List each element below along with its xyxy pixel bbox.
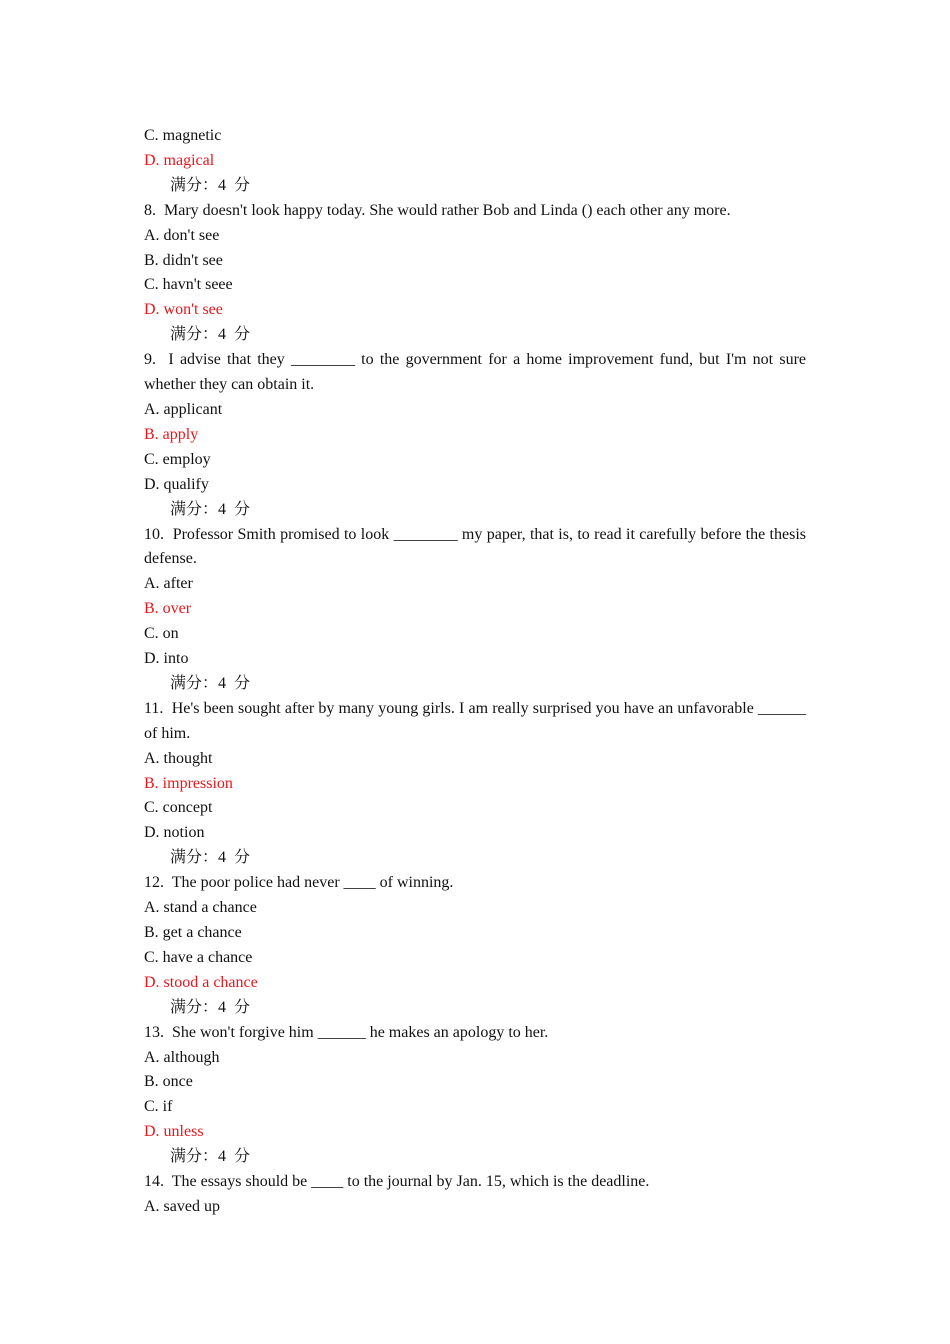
score-label: 满分：4 分 xyxy=(170,998,251,1016)
option: C. concept xyxy=(144,799,213,817)
question-block xyxy=(144,871,806,1020)
option: D. into xyxy=(144,650,189,668)
document-page xyxy=(144,124,810,1220)
option: A. thought xyxy=(144,749,213,767)
option: C. if xyxy=(144,1098,173,1116)
score-label: 满分：4 分 xyxy=(170,326,251,344)
option: A. although xyxy=(144,1048,220,1066)
option: A. stand a chance xyxy=(144,899,257,917)
question-block xyxy=(144,1170,806,1220)
option: D. qualify xyxy=(144,475,209,493)
option: D. notion xyxy=(144,824,205,842)
score-label: 满分：4 分 xyxy=(170,674,251,692)
option: B. once xyxy=(144,1073,193,1091)
option: A. saved up xyxy=(144,1197,220,1215)
correct-option: B. impression xyxy=(144,774,233,792)
option: C. havn't seee xyxy=(144,276,233,294)
option: B. didn't see xyxy=(144,251,223,269)
question-block xyxy=(144,523,810,697)
question-block xyxy=(144,199,806,348)
question-text: 9. I advise that they ________ to the government for a home improvement fund, but I'm not sure whether they can obtain it. xyxy=(144,351,810,394)
option: C. employ xyxy=(144,450,211,468)
correct-option: D. won't see xyxy=(144,301,223,319)
score-label: 满分：4 分 xyxy=(170,500,251,518)
score-label: 满分：4 分 xyxy=(170,1148,251,1166)
score-label: 满分：4 分 xyxy=(170,849,251,867)
question-text: 11. He's been sought after by many young girls. I am really surprised you have an unfavorable ______ of him. xyxy=(144,699,810,742)
option: C. magnetic xyxy=(144,127,222,144)
option: A. applicant xyxy=(144,400,223,418)
correct-option: D. unless xyxy=(144,1123,204,1141)
question-text: 13. She won't forgive him ______ he makes an apology to her. xyxy=(144,1023,549,1041)
question-text: 10. Professor Smith promised to look ________ my paper, that is, to read it carefully before the thesis defense. xyxy=(144,525,810,568)
correct-option: D. stood a chance xyxy=(144,973,258,991)
correct-option: B. apply xyxy=(144,425,199,443)
option: C. have a chance xyxy=(144,948,253,966)
question-block xyxy=(144,348,810,522)
option: C. on xyxy=(144,625,179,643)
question-text: 8. Mary doesn't look happy today. She would rather Bob and Linda () each other any more. xyxy=(144,201,731,219)
question-text: 12. The poor police had never ____ of winning. xyxy=(144,874,454,892)
option: A. don't see xyxy=(144,226,220,244)
question-block xyxy=(144,1021,806,1170)
question-block xyxy=(144,697,810,871)
option: A. after xyxy=(144,575,193,593)
question-text: 14. The essays should be ____ to the journal by Jan. 15, which is the deadline. xyxy=(144,1173,650,1191)
option: B. get a chance xyxy=(144,924,242,941)
correct-option: B. over xyxy=(144,600,192,618)
score-label: 满分：4 分 xyxy=(170,176,251,194)
correct-option: D. magical xyxy=(144,151,215,169)
